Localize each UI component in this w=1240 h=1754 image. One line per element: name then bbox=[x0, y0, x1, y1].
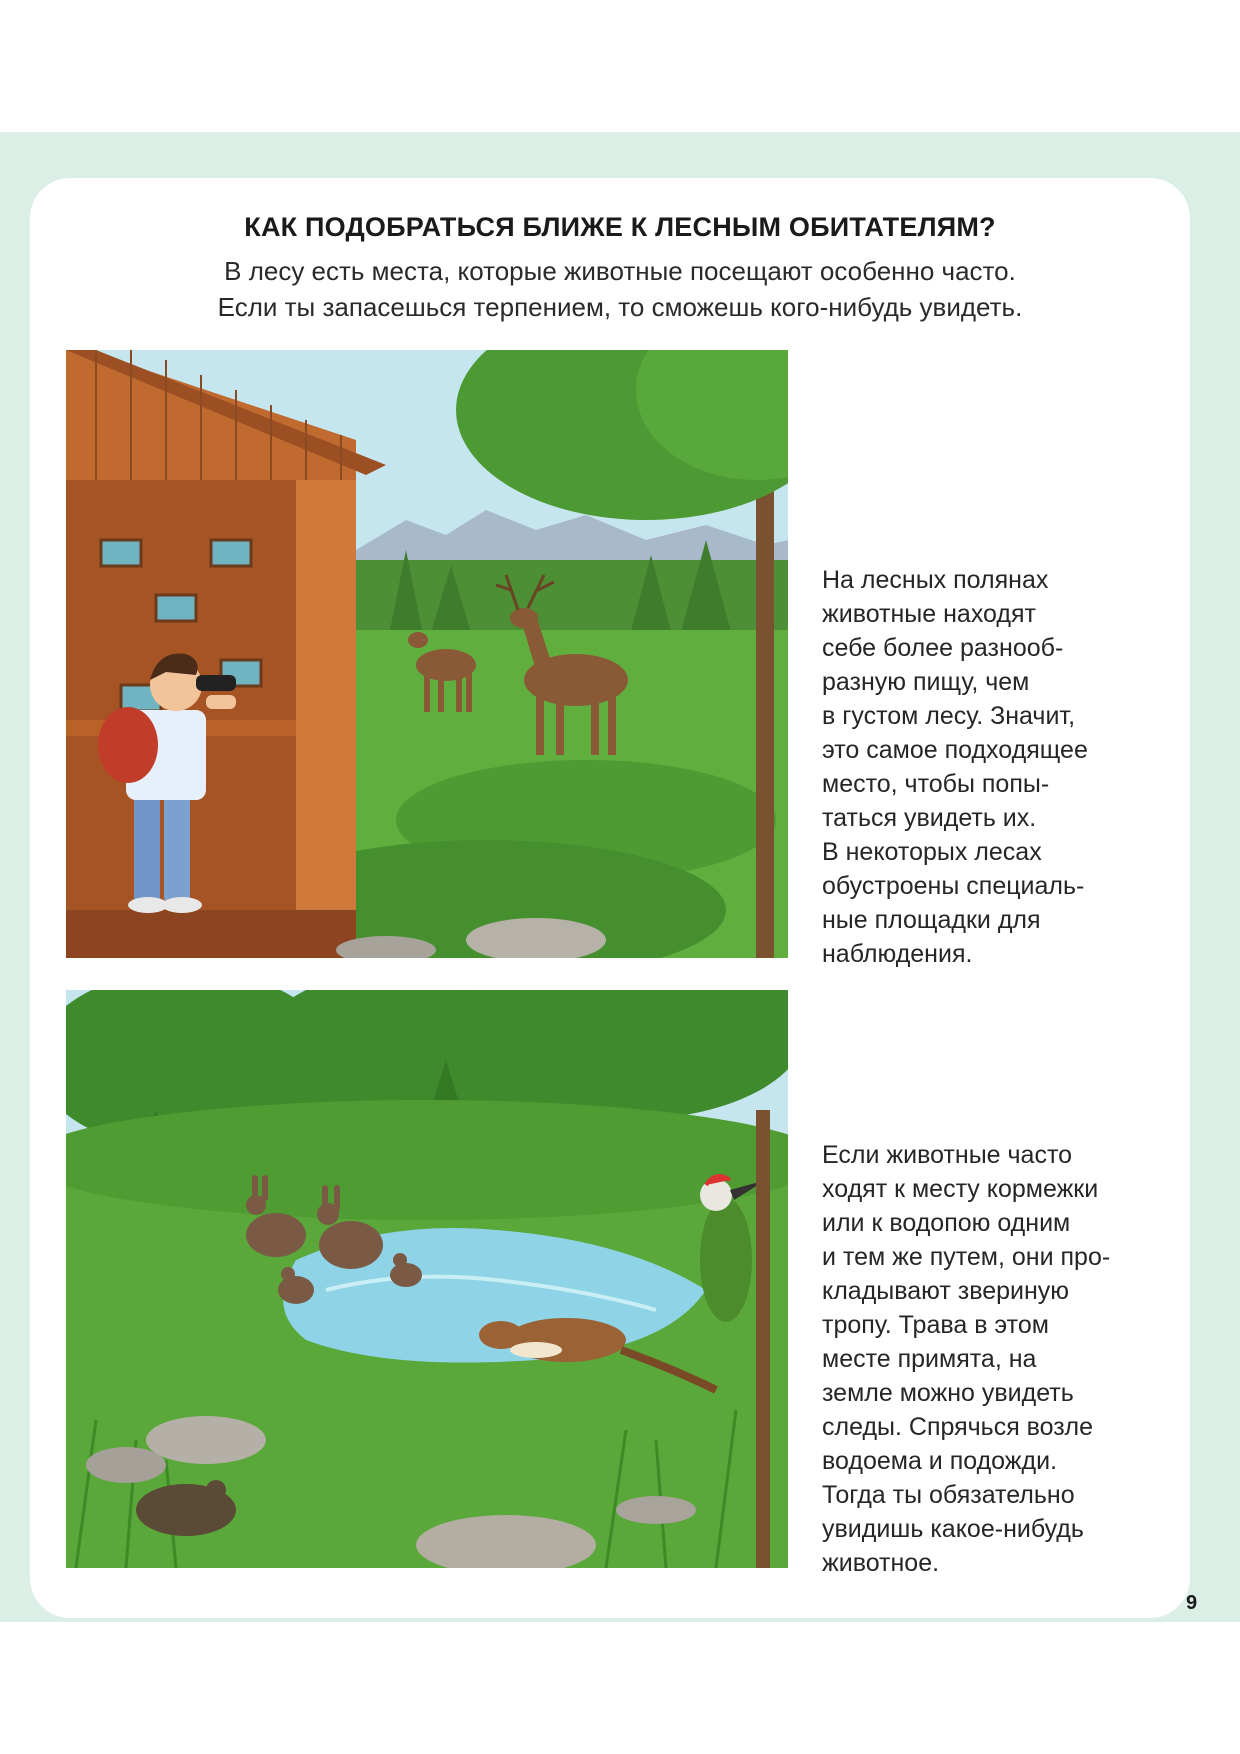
text-line: разную пищу, чем bbox=[822, 668, 1030, 696]
text-line: место, чтобы попы- bbox=[822, 770, 1050, 798]
page-title: КАК ПОДОБРАТЬСЯ БЛИЖЕ К ЛЕСНЫМ ОБИТАТЕЛЯМ? bbox=[244, 212, 996, 242]
text-line: Если животные часто bbox=[822, 1141, 1073, 1169]
illustration-pond-trail bbox=[66, 990, 788, 1568]
text-line: водоема и подожди. bbox=[822, 1447, 1058, 1475]
text-line: ные площадки для bbox=[822, 906, 1041, 934]
text-line: таться увидеть их. bbox=[822, 804, 1037, 832]
text-line: Тогда ты обязательно bbox=[822, 1481, 1075, 1509]
text-line: себе более разнооб- bbox=[822, 634, 1064, 662]
text-line: обустроены специаль- bbox=[822, 872, 1085, 900]
illustration-observation-hide bbox=[66, 350, 788, 958]
text-line: ходят к месту кормежки bbox=[822, 1175, 1099, 1203]
text-block-clearings bbox=[822, 563, 1182, 971]
text-line: кладывают звериную bbox=[822, 1277, 1070, 1305]
text-line: это самое подходящее bbox=[822, 736, 1088, 764]
text-line: тропу. Трава в этом bbox=[822, 1311, 1049, 1339]
text-line: в густом лесу. Значит, bbox=[822, 702, 1076, 730]
text-line: животное. bbox=[822, 1549, 940, 1577]
text-line: или к водопою одним bbox=[822, 1209, 1071, 1237]
text-line: земле можно увидеть bbox=[822, 1379, 1074, 1407]
text-line: животные находят bbox=[822, 600, 1036, 628]
page-number: 9 bbox=[1186, 1592, 1198, 1614]
text-line: месте примята, на bbox=[822, 1345, 1037, 1373]
text-block-animal-trail bbox=[822, 1138, 1182, 1580]
text-line: и тем же путем, они про- bbox=[822, 1243, 1111, 1271]
text-line: В некоторых лесах bbox=[822, 838, 1042, 866]
text-line: наблюдения. bbox=[822, 940, 973, 968]
text-line: На лесных полянах bbox=[822, 566, 1049, 594]
text-line: следы. Спрячься возле bbox=[822, 1413, 1093, 1441]
intro-line-1: В лесу есть места, которые животные посещают особенно часто. bbox=[224, 256, 1016, 286]
intro-line-2: Если ты запасешься терпением, то сможешь кого-нибудь увидеть. bbox=[217, 292, 1023, 322]
text-line: увидишь какое-нибудь bbox=[822, 1515, 1084, 1543]
